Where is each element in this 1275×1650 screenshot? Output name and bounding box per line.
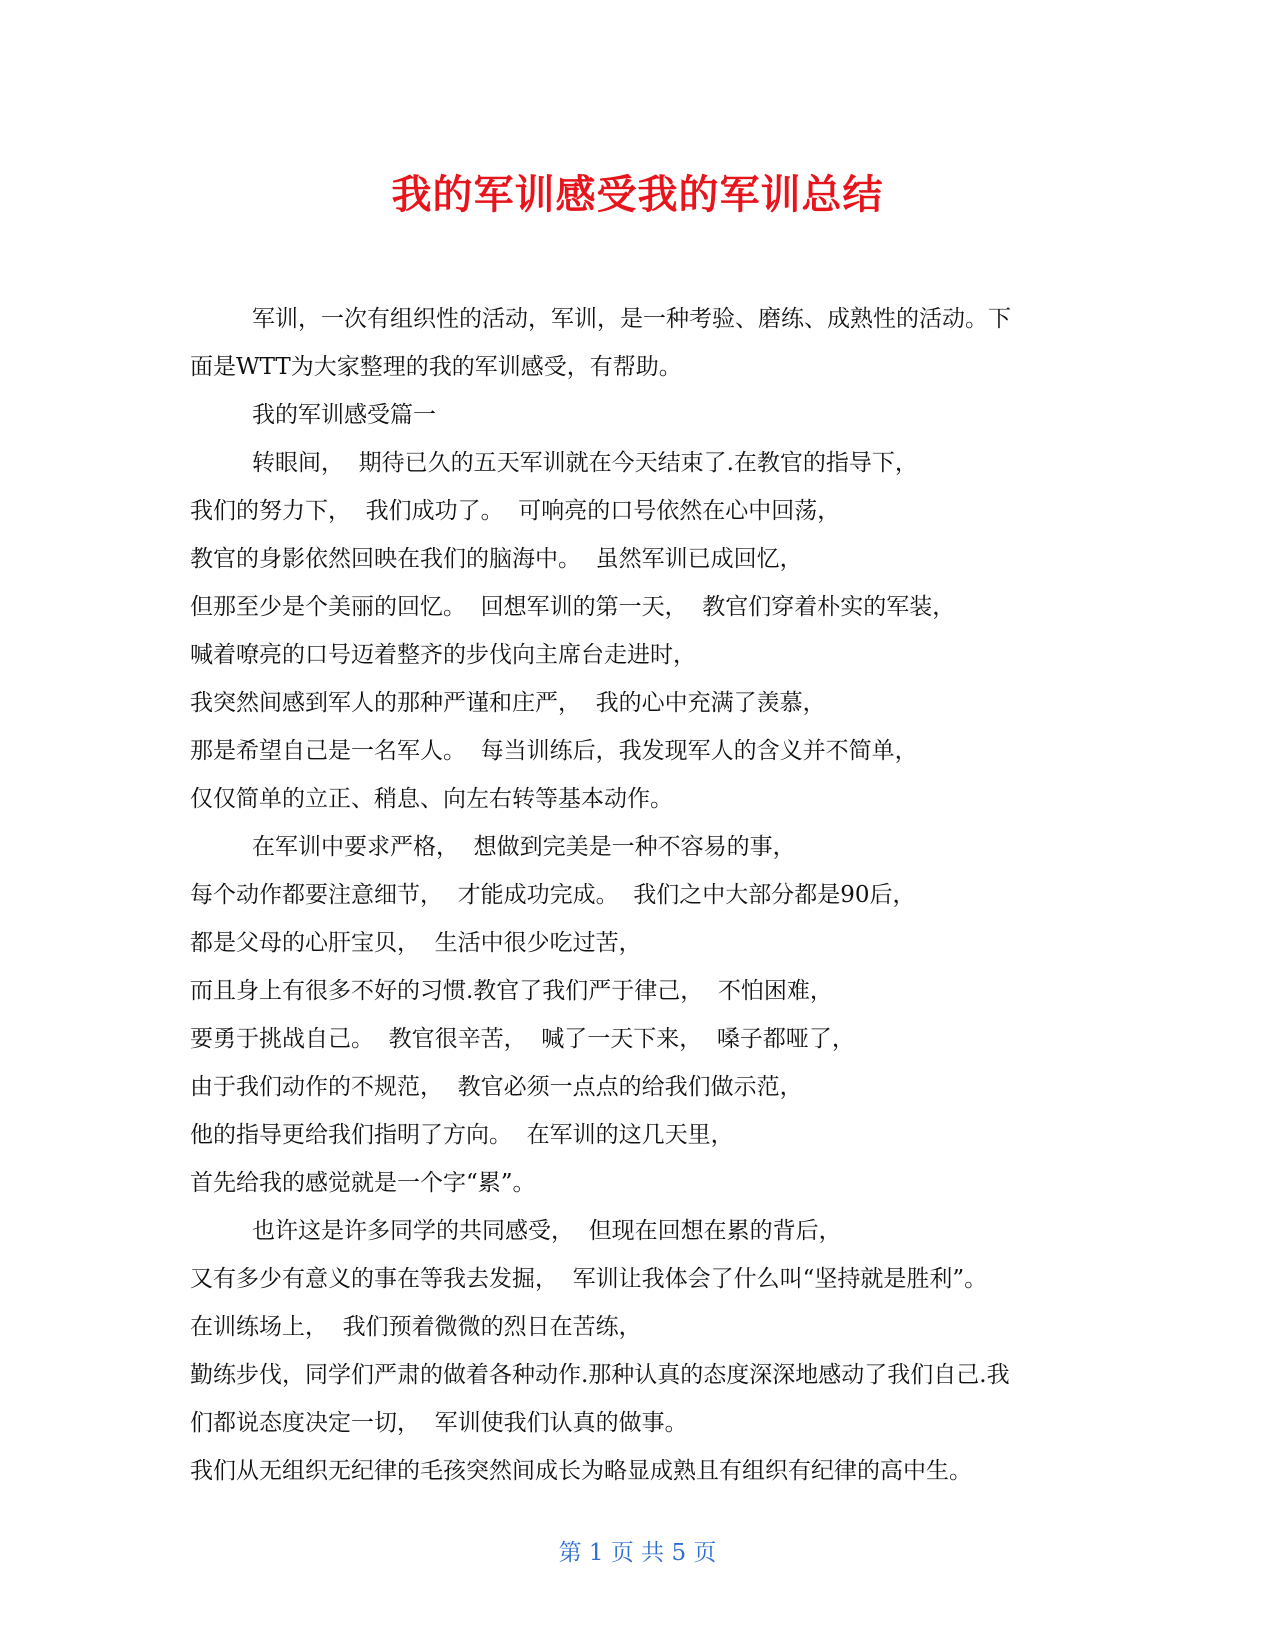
paragraph-line: 要勇于挑战自己。 教官很辛苦， 喊了一天下来， 嗓子都哑了， bbox=[190, 1026, 855, 1052]
paragraph-line: 每个动作都要注意细节， 才能成功完成。 我们之中大部分都是90后， bbox=[190, 882, 916, 908]
paragraph-line: 他的指导更给我们指明了方向。 在军训的这几天里， bbox=[190, 1122, 734, 1148]
paragraph-line: 又有多少有意义的事在等我去发掘， 军训让我体会了什么叫“坚持就是胜利”。 bbox=[190, 1266, 988, 1292]
paragraph-line: 那是希望自己是一名军人。 每当训练后，我发现军人的含义并不简单， bbox=[190, 738, 918, 764]
paragraph-line: 都是父母的心肝宝贝， 生活中很少吃过苦， bbox=[190, 930, 642, 956]
paragraph-line: 我们的努力下， 我们成功了。 可响亮的口号依然在心中回荡， bbox=[190, 498, 841, 524]
paragraph-line: 勤练步伐，同学们严肃的做着各种动作.那种认真的态度深深地感动了我们自己.我 bbox=[190, 1362, 1010, 1388]
paragraph-line: 在训练场上， 我们预着微微的烈日在苦练， bbox=[190, 1314, 642, 1340]
paragraph-line: 喊着嘹亮的口号迈着整齐的步伐向主席台走进时， bbox=[190, 642, 696, 668]
paragraph-line: 首先给我的感觉就是一个字“累”。 bbox=[190, 1170, 536, 1196]
paragraph-line: 们都说态度决定一切， 军训使我们认真的做事。 bbox=[190, 1410, 688, 1436]
paragraph-line: 但那至少是个美丽的回忆。 回想军训的第一天， 教官们穿着朴实的军装， bbox=[190, 594, 956, 620]
paragraph-line: 转眼间， 期待已久的五天军训就在今天结束了.在教官的指导下， bbox=[252, 450, 918, 476]
paragraph-line: 我突然间感到军人的那种严谨和庄严， 我的心中充满了羡慕， bbox=[190, 690, 826, 716]
paragraph-line: 教官的身影依然回映在我们的脑海中。 虽然军训已成回忆， bbox=[190, 546, 803, 572]
paragraph-line: 由于我们动作的不规范， 教官必须一点点的给我们做示范， bbox=[190, 1074, 803, 1100]
paragraph-line: 军训，一次有组织性的活动，军训，是一种考验、磨练、成熟性的活动。下 bbox=[252, 306, 1011, 332]
document-title: 我的军训感受我的军训总结 bbox=[391, 172, 884, 218]
paragraph-line: 在军训中要求严格， 想做到完美是一种不容易的事， bbox=[252, 834, 796, 860]
paragraph-line: 仅仅简单的立正、稍息、向左右转等基本动作。 bbox=[190, 786, 673, 812]
paragraph-line: 也许这是许多同学的共同感受， 但现在回想在累的背后， bbox=[252, 1218, 842, 1244]
document-body bbox=[190, 295, 1090, 1495]
paragraph-line: 我们从无组织无纪律的毛孩突然间成长为略显成熟且有组织有纪律的高中生。 bbox=[190, 1458, 972, 1484]
paragraph-line: 面是WTT为大家整理的我的军训感受，有帮助。 bbox=[190, 354, 682, 380]
paragraph-line: 我的军训感受篇一 bbox=[252, 402, 436, 428]
page-number: 第 1 页 共 5 页 bbox=[558, 1540, 717, 1566]
paragraph-line: 而且身上有很多不好的习惯.教官了我们严于律己， 不怕困难， bbox=[190, 978, 833, 1004]
